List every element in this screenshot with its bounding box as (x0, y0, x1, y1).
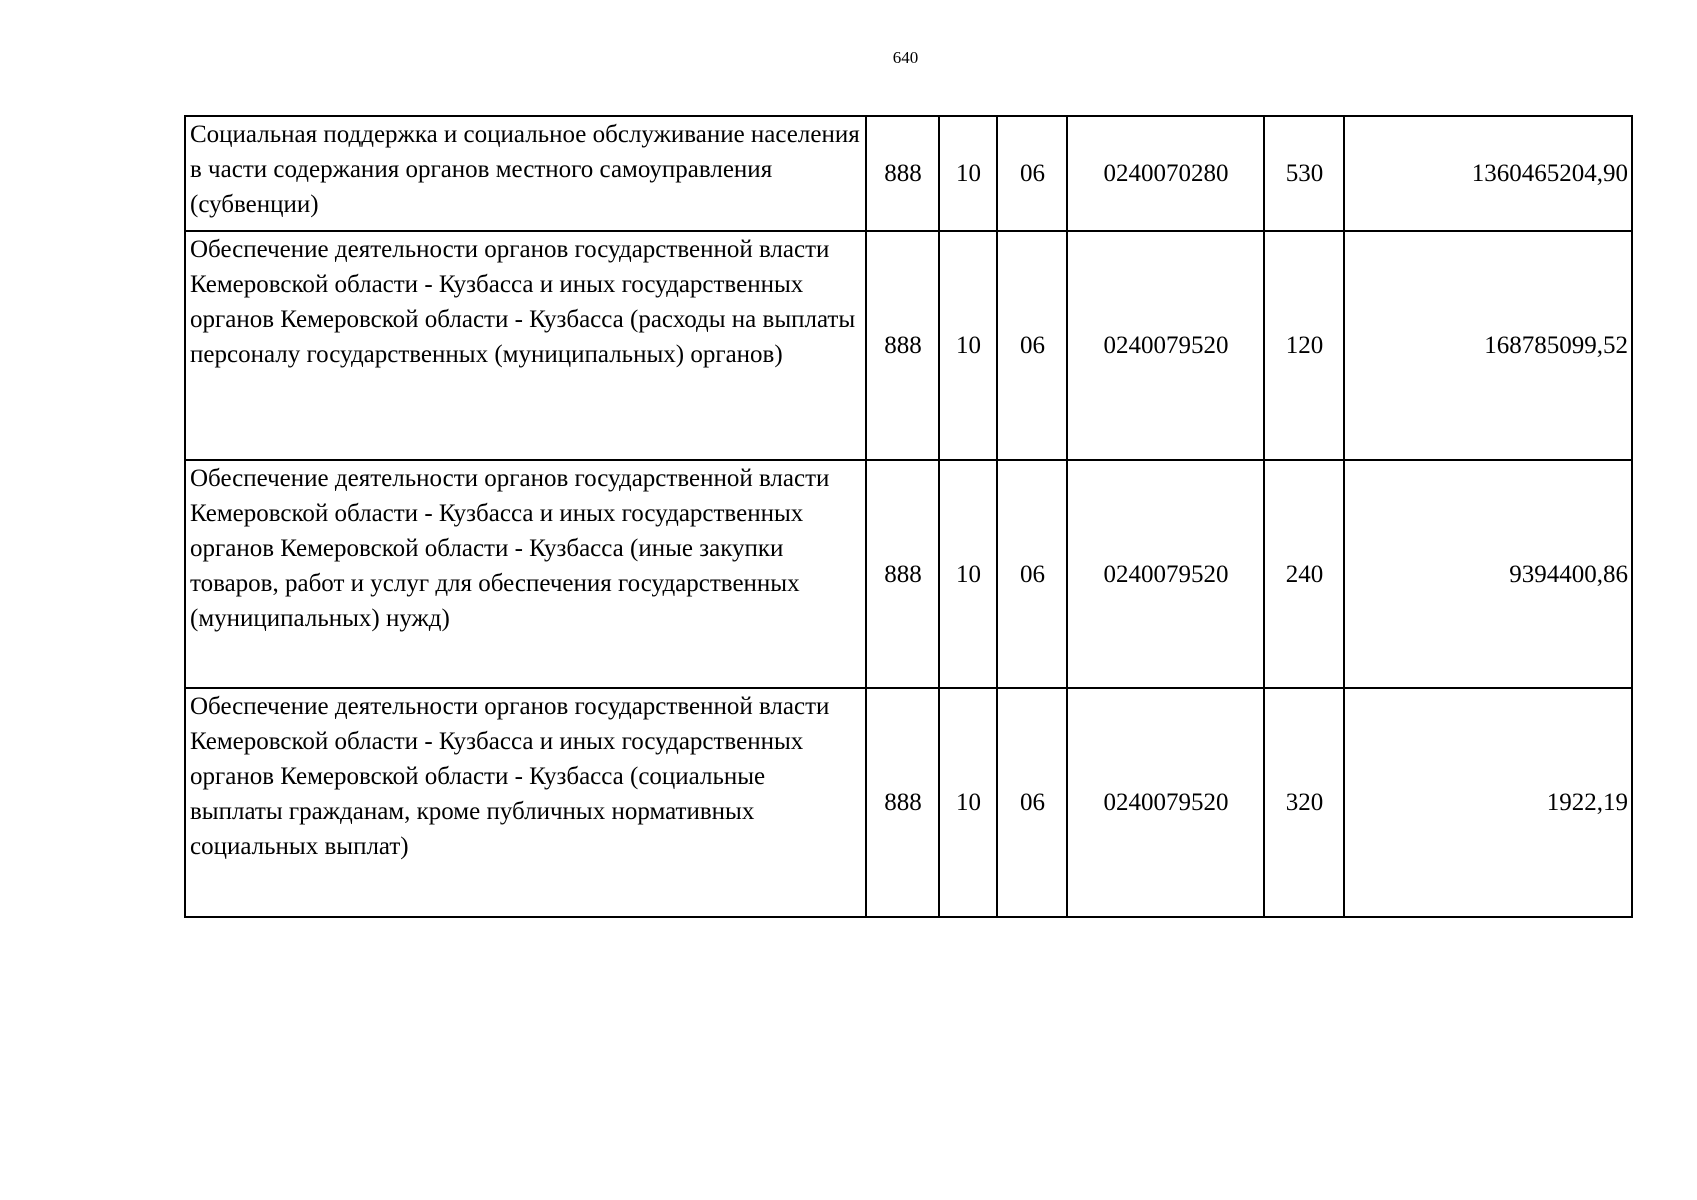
section-code: 10 (939, 231, 997, 460)
expense-type-code: 240 (1264, 460, 1344, 688)
section-code: 10 (939, 688, 997, 917)
target-article-code: 0240070280 (1067, 116, 1264, 231)
target-article-code: 0240079520 (1067, 460, 1264, 688)
expense-type-code: 320 (1264, 688, 1344, 917)
row-description: Обеспечение деятельности органов государственной власти Кемеровской области - Кузбасса и иных государственных органов Кемеровской области - Кузбасса (расходы на выплаты персоналу государственных (муниципальных) органов) (185, 231, 866, 460)
section-code: 10 (939, 116, 997, 231)
subsection-code: 06 (997, 231, 1067, 460)
table-row (185, 460, 1632, 688)
target-article-code: 0240079520 (1067, 231, 1264, 460)
row-description: Социальная поддержка и социальное обслуживание населения в части содержания органов местного самоуправления (субвенции) (185, 116, 866, 231)
ministry-code: 888 (866, 231, 939, 460)
row-description: Обеспечение деятельности органов государственной власти Кемеровской области - Кузбасса и иных государственных органов Кемеровской области - Кузбасса (социальные выплаты гражданам, кроме публичных нормативных социальных выплат) (185, 688, 866, 917)
amount-value: 9394400,86 (1344, 460, 1632, 688)
table-row (185, 688, 1632, 917)
ministry-code: 888 (866, 116, 939, 231)
table-row (185, 116, 1632, 231)
amount-value: 1360465204,90 (1344, 116, 1632, 231)
page-number: 640 (892, 48, 919, 67)
amount-value: 1922,19 (1344, 688, 1632, 917)
subsection-code: 06 (997, 116, 1067, 231)
budget-table (184, 115, 1633, 918)
amount-value: 168785099,52 (1344, 231, 1632, 460)
expense-type-code: 120 (1264, 231, 1344, 460)
subsection-code: 06 (997, 460, 1067, 688)
section-code: 10 (939, 460, 997, 688)
target-article-code: 0240079520 (1067, 688, 1264, 917)
ministry-code: 888 (866, 688, 939, 917)
expense-type-code: 530 (1264, 116, 1344, 231)
subsection-code: 06 (997, 688, 1067, 917)
row-description: Обеспечение деятельности органов государственной власти Кемеровской области - Кузбасса и иных государственных органов Кемеровской области - Кузбасса (иные закупки товаров, работ и услуг для обеспечения государственных (муниципальных) нужд) (185, 460, 866, 688)
table-row (185, 231, 1632, 460)
ministry-code: 888 (866, 460, 939, 688)
